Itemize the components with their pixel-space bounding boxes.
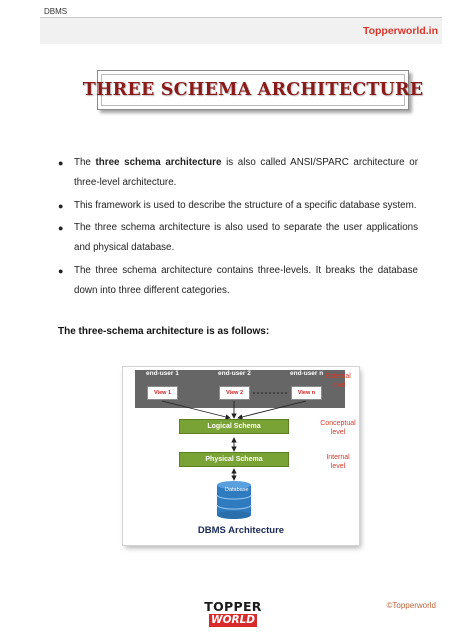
logo-top-text: TOPPER xyxy=(204,599,262,614)
external-level-line1: External xyxy=(325,373,351,380)
copyright-text: ©Topperworld xyxy=(386,601,436,610)
view-2-box: View 2 xyxy=(219,386,250,400)
bullet-list xyxy=(58,153,418,303)
external-level-label xyxy=(318,373,358,390)
bullet-text-bold: three schema architecture xyxy=(95,157,222,168)
page-title: THREE SCHEMA ARCHITECTURE xyxy=(82,80,424,100)
logo-bottom-text: WORLD xyxy=(211,614,255,626)
internal-level-line1: Internal xyxy=(326,454,350,461)
end-user-n-label: end-user n xyxy=(290,370,324,377)
arrow-view1-to-logical xyxy=(162,401,230,418)
arrow-viewn-to-logical xyxy=(238,401,306,418)
database-label: Database xyxy=(225,487,249,493)
conceptual-level-line2: level xyxy=(330,428,346,436)
conceptual-level-label xyxy=(318,420,358,437)
bullet-icon: ● xyxy=(58,223,64,233)
end-user-2-label: end-user 2 xyxy=(218,370,251,377)
bullet-text-post: is also called ANSI/SPARC architecture or three-level architecture. xyxy=(74,157,418,188)
bullet-icon: ● xyxy=(58,265,64,276)
list-item xyxy=(58,261,418,301)
internal-level-label xyxy=(318,454,358,471)
bullet-icon: ● xyxy=(58,158,64,168)
topperworld-logo xyxy=(203,599,263,629)
list-item xyxy=(58,218,418,258)
bullet-icon: ● xyxy=(58,200,64,211)
internal-level-line2: level xyxy=(330,462,346,470)
logical-schema-box: Logical Schema xyxy=(179,419,289,434)
view-n-box: View n xyxy=(291,386,322,400)
end-user-1-label: end-user 1 xyxy=(146,370,179,377)
brand-link[interactable]: Topperworld.in xyxy=(362,25,438,37)
bullet-text-pre: The xyxy=(74,157,96,168)
document-header-label: DBMS xyxy=(44,7,68,16)
section-subheading: The three-schema architecture is as follows: xyxy=(58,326,270,337)
architecture-diagram xyxy=(123,367,359,545)
bullet-text: The three schema architecture contains three-levels. It breaks the database down into three different categories. xyxy=(74,264,418,296)
physical-schema-box: Physical Schema xyxy=(179,452,289,467)
page-title-box xyxy=(82,70,424,110)
conceptual-level-line1: Conceptual xyxy=(320,420,356,427)
external-level-line2: level xyxy=(330,381,346,389)
diagram-caption: DBMS Architecture xyxy=(197,525,285,536)
bullet-text: The three schema architecture is also used to separate the user applications and physical database. xyxy=(74,222,418,253)
list-item xyxy=(58,196,418,216)
view-1-box: View 1 xyxy=(147,386,178,400)
bullet-text: This framework is used to describe the structure of a specific database system. xyxy=(74,199,417,211)
list-item xyxy=(58,153,418,193)
